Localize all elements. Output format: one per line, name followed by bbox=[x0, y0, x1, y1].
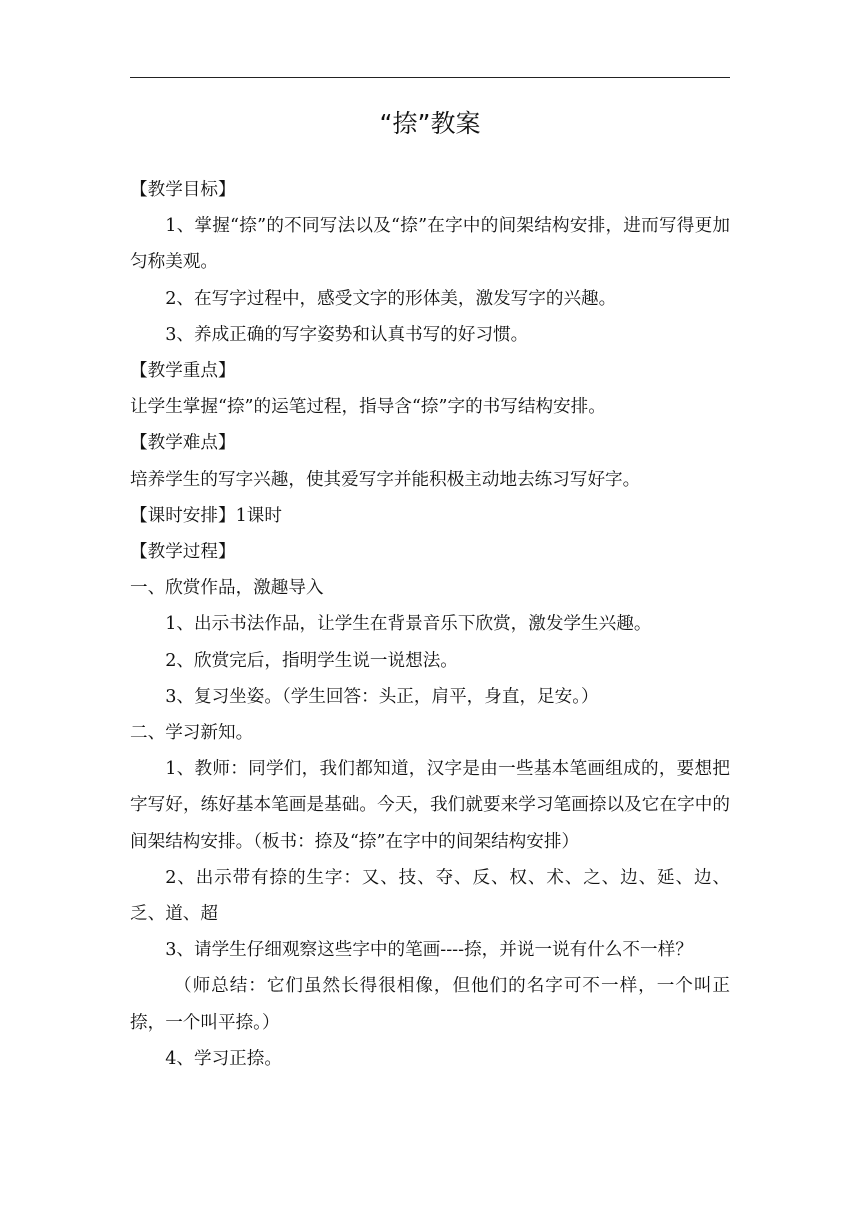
part-2-summary: （师总结：它们虽然长得很相像，但他们的名字可不一样，一个叫正捺，一个叫平捺。） bbox=[130, 976, 730, 1033]
difficulties-heading: 【教学难点】 bbox=[130, 433, 236, 454]
goal-item-2: 2、在写字过程中，感受文字的形体美，激发写字的兴趣。 bbox=[165, 288, 617, 309]
part-1-step-2: 2、欣赏完后，指明学生说一说想法。 bbox=[165, 650, 458, 671]
difficulties-text: 培养学生的写字兴趣，使其爱写字并能积极主动地去练习写好字。 bbox=[130, 469, 641, 490]
part-2-step-2: 2、出示带有捺的生字：又、技、夺、反、权、术、之、边、延、边、乏、道、超 bbox=[130, 867, 730, 925]
part-2-heading: 二、学习新知。 bbox=[130, 723, 254, 744]
goals-heading: 【教学目标】 bbox=[130, 180, 236, 200]
part-2-step-4: 4、学习正捺。 bbox=[165, 1048, 282, 1069]
schedule-line: 【课时安排】1课时 bbox=[130, 505, 282, 526]
key-points-heading: 【教学重点】 bbox=[130, 361, 236, 382]
part-2-step-3: 3、请学生仔细观察这些字中的笔画----捺，并说一说有什么不一样？ bbox=[165, 940, 693, 961]
header-rule bbox=[130, 77, 730, 78]
page-title: “捺”教案 bbox=[379, 109, 481, 138]
part-1-step-1: 1、出示书法作品，让学生在背景音乐下欣赏，激发学生兴趣。 bbox=[165, 614, 652, 635]
process-heading: 【教学过程】 bbox=[130, 542, 236, 563]
part-1-step-3: 3、复习坐姿。（学生回答：头正，肩平，身直，足安。） bbox=[165, 686, 599, 707]
key-points-text: 让学生掌握“捺”的运笔过程，指导含“捺”字的书写结构安排。 bbox=[130, 397, 606, 418]
goal-item-3: 3、养成正确的写字姿势和认真书写的好习惯。 bbox=[165, 324, 529, 345]
document-body bbox=[130, 172, 730, 1077]
part-2-step-1: 1、教师：同学们，我们都知道，汉字是由一些基本笔画组成的，要想把字写好，练好基本笔画是基础。今天，我们就要来学习笔画捺以及它在字中的间架结构安排。（板书：捺及“捺”在字中的间架结构安排） bbox=[130, 759, 730, 852]
part-1-heading: 一、欣赏作品，激趣导入 bbox=[130, 578, 324, 599]
goal-item-1: 1、掌握“捺”的不同写法以及“捺”在字中的间架结构安排，进而写得更加匀称美观。 bbox=[130, 216, 730, 273]
